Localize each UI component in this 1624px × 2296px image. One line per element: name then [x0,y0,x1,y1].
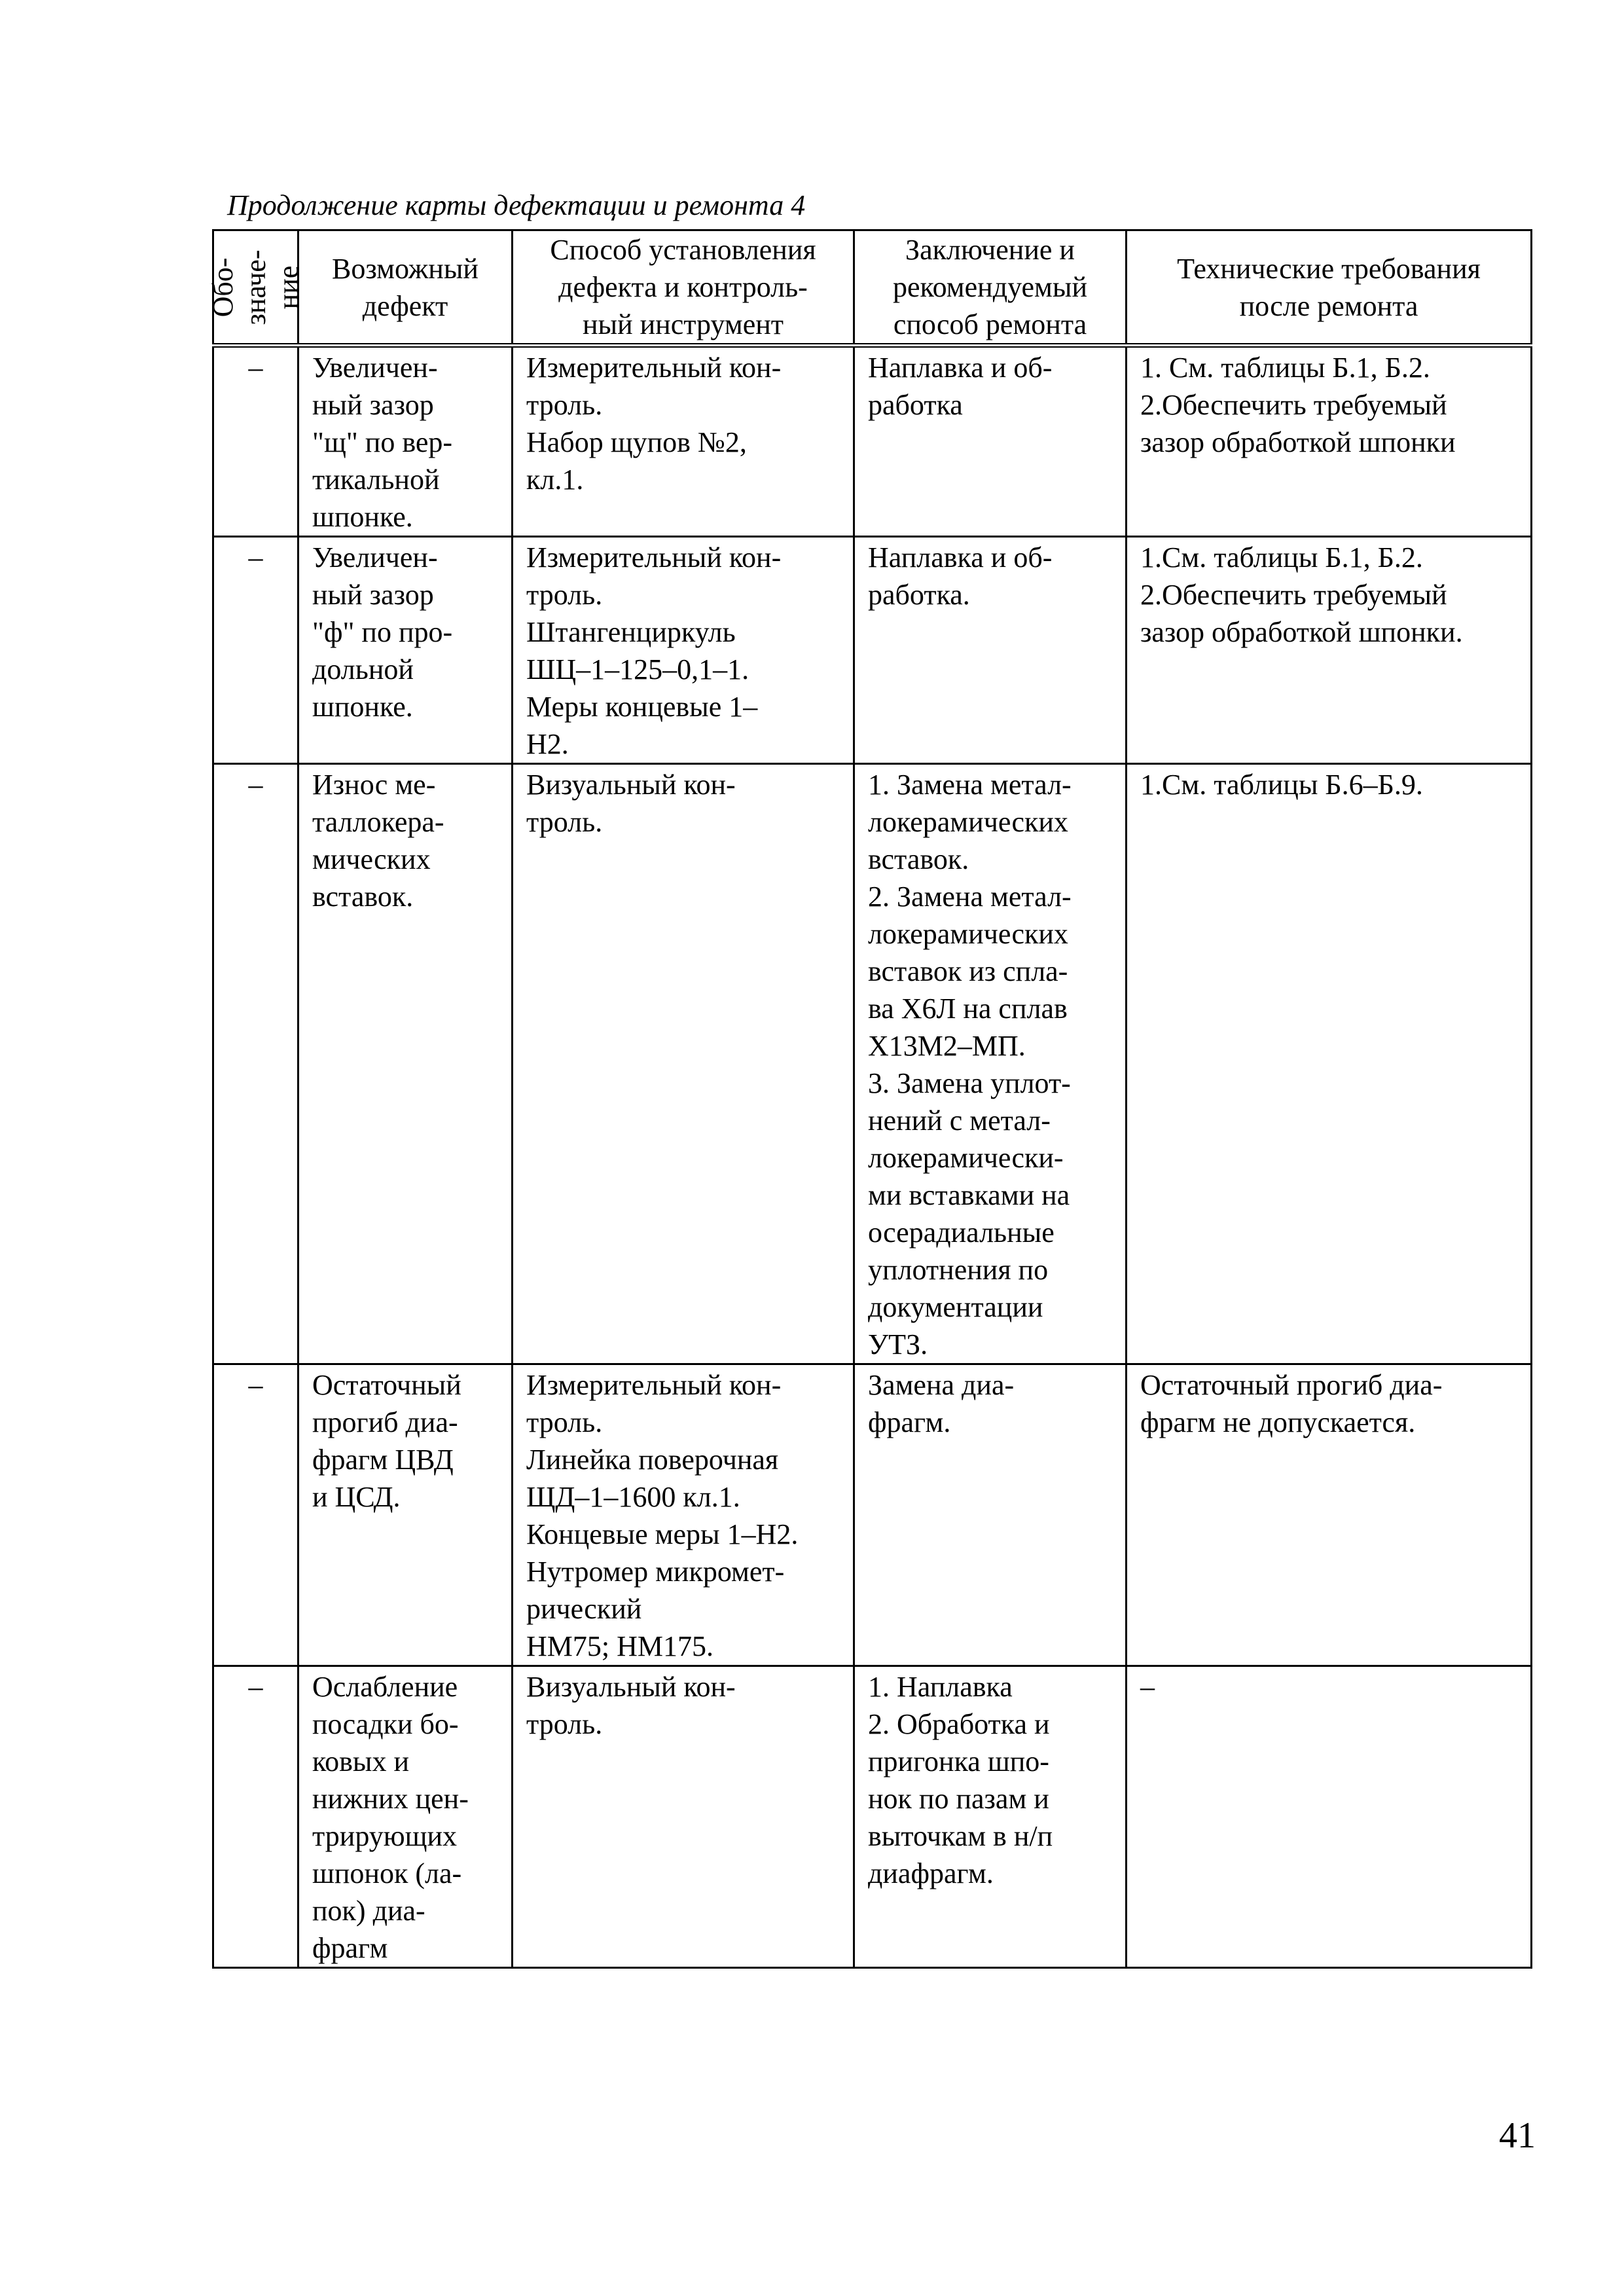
cell-code: – [213,1364,298,1666]
table-header-row [213,230,1532,346]
cell-code: – [213,537,298,764]
cell-defect: Увеличен- ный зазор "щ" по вер- тикальной шпонке. [298,346,513,537]
cell-repair: 1. Наплавка 2. Обработка и пригонка шпо- нок по пазам и выточкам в н/п диафрагм. [854,1666,1127,1968]
cell-requirements: 1. См. таблицы Б.1, Б.2. 2.Обеспечить требуемый зазор обработкой шпонки [1127,346,1532,537]
cell-defect: Износ ме- таллокера- мических вставок. [298,764,513,1364]
header-code-label: Обо- значе- ние [206,249,304,325]
page-number: 41 [1499,2115,1536,2156]
table-row [213,1364,1532,1666]
cell-code: – [213,346,298,537]
cell-repair: Наплавка и об- работка. [854,537,1127,764]
cell-repair: Наплавка и об- работка [854,346,1127,537]
table-row [213,1666,1532,1968]
cell-defect: Ослабление посадки бо- ковых и нижних цен- трирующих шпонок (ла- пок) диа- фрагм [298,1666,513,1968]
cell-method: Визуальный кон- троль. [513,1666,854,1968]
table-row [213,346,1532,537]
cell-defect: Увеличен- ный зазор "ф" по про- дольной шпонке. [298,537,513,764]
cell-repair: Замена диа- фрагм. [854,1364,1127,1666]
cell-requirements: 1.См. таблицы Б.1, Б.2. 2.Обеспечить требуемый зазор обработкой шпонки. [1127,537,1532,764]
cell-method: Визуальный кон- троль. [513,764,854,1364]
table-caption: Продолжение карты дефектации и ремонта 4 [227,189,806,221]
cell-method: Измерительный кон- троль. Линейка поверочная ЩД–1–1600 кл.1. Концевые меры 1–Н2. Нутромер микромет- рический НМ75; НМ175. [513,1364,854,1666]
cell-method: Измерительный кон- троль. Штангенциркуль ШЦ–1–125–0,1–1. Меры концевые 1– Н2. [513,537,854,764]
defect-repair-table [206,229,1532,1969]
cell-requirements: 1.См. таблицы Б.6–Б.9. [1127,764,1532,1364]
cell-code: – [213,764,298,1364]
cell-defect: Остаточный прогиб диа- фрагм ЦВД и ЦСД. [298,1364,513,1666]
cell-requirements: – [1127,1666,1532,1968]
cell-method: Измерительный кон- троль. Набор щупов №2, кл.1. [513,346,854,537]
header-code [206,230,304,346]
cell-requirements: Остаточный прогиб диа- фрагм не допускается. [1127,1364,1532,1666]
header-method: Способ установления дефекта и контроль- ный инструмент [513,230,854,346]
cell-code: – [213,1666,298,1968]
header-repair: Заключение и рекомендуемый способ ремонта [854,230,1127,346]
table-row [213,537,1532,764]
header-defect: Возможный дефект [298,230,513,346]
cell-repair: 1. Замена метал- локерамических вставок. 2. Замена метал- локерамических вставок из спла- ва Х6Л на сплав Х13М2–МП. 3. Замена уплот- нений с метал- локерамически- ми вставками на осерадиальные уплотнения по документации УТЗ. [854,764,1127,1364]
table-row [213,764,1532,1364]
header-requirements: Технические требования после ремонта [1127,230,1532,346]
